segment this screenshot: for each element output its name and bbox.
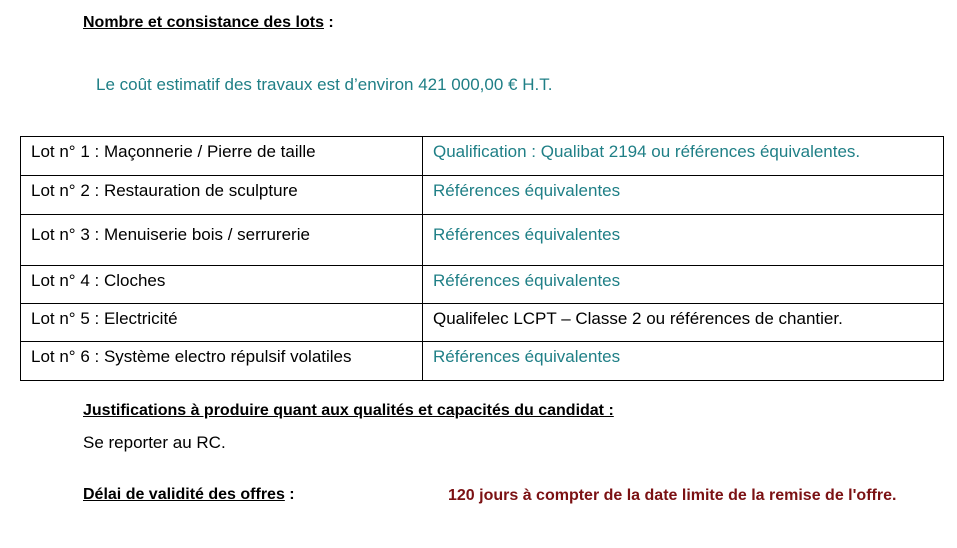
lot-requirement-cell — [423, 342, 944, 381]
lots-section-heading — [83, 14, 334, 32]
lot-requirement: Qualification : Qualibat 2194 ou références équivalentes. — [433, 142, 861, 161]
validity-period-text: 120 jours à compter de la date limite de la remise de l'offre. — [448, 487, 897, 504]
lot-name: Lot n° 3 : Menuiserie bois / serrurerie — [31, 225, 310, 244]
lot-row-4 — [21, 266, 944, 304]
lot-requirement-cell — [423, 176, 944, 215]
lot-requirement: Qualifelec LCPT – Classe 2 ou références de chantier. — [433, 309, 843, 328]
lot-row-5 — [21, 304, 944, 342]
justifications-body-text: Se reporter au RC. — [83, 433, 226, 452]
validity-heading-text: Délai de validité des offres — [83, 486, 285, 503]
lots-table — [20, 136, 944, 381]
lot-name-cell — [21, 176, 423, 215]
lots-heading-colon: : — [323, 14, 334, 31]
justifications-heading-text: Justifications à produire quant aux qualités et capacités du candidat — [83, 402, 605, 419]
validity-section-heading — [83, 486, 295, 504]
lot-requirement: Références équivalentes — [433, 347, 621, 366]
lot-row-1 — [21, 137, 944, 176]
justifications-heading-colon: : — [604, 402, 614, 419]
lot-name: Lot n° 4 : Cloches — [31, 271, 166, 290]
lot-requirement-cell — [423, 215, 944, 266]
lot-name-cell — [21, 137, 423, 176]
lot-name-cell — [21, 304, 423, 342]
lot-name: Lot n° 2 : Restauration de sculpture — [31, 181, 298, 200]
lot-name: Lot n° 1 : Maçonnerie / Pierre de taille — [31, 142, 316, 161]
lot-name-cell — [21, 342, 423, 381]
estimated-cost-text: Le coût estimatif des travaux est d’environ 421 000,00 € H.T. — [96, 75, 553, 94]
lots-heading-text: Nombre et consistance des lots — [83, 14, 324, 31]
lot-requirement-cell — [423, 137, 944, 176]
lot-row-2 — [21, 176, 944, 215]
lot-row-3 — [21, 215, 944, 266]
lot-name: Lot n° 5 : Electricité — [31, 309, 178, 328]
lot-name-cell — [21, 266, 423, 304]
lot-requirement-cell — [423, 304, 944, 342]
validity-heading-colon: : — [284, 486, 295, 503]
lot-requirement: Références équivalentes — [433, 181, 621, 200]
lot-requirement: Références équivalentes — [433, 271, 621, 290]
lot-name: Lot n° 6 : Système electro répulsif volatiles — [31, 347, 352, 366]
lot-requirement: Références équivalentes — [433, 225, 621, 244]
lot-name-cell — [21, 215, 423, 266]
lot-row-6 — [21, 342, 944, 381]
lot-requirement-cell — [423, 266, 944, 304]
justifications-section-heading — [83, 402, 614, 420]
